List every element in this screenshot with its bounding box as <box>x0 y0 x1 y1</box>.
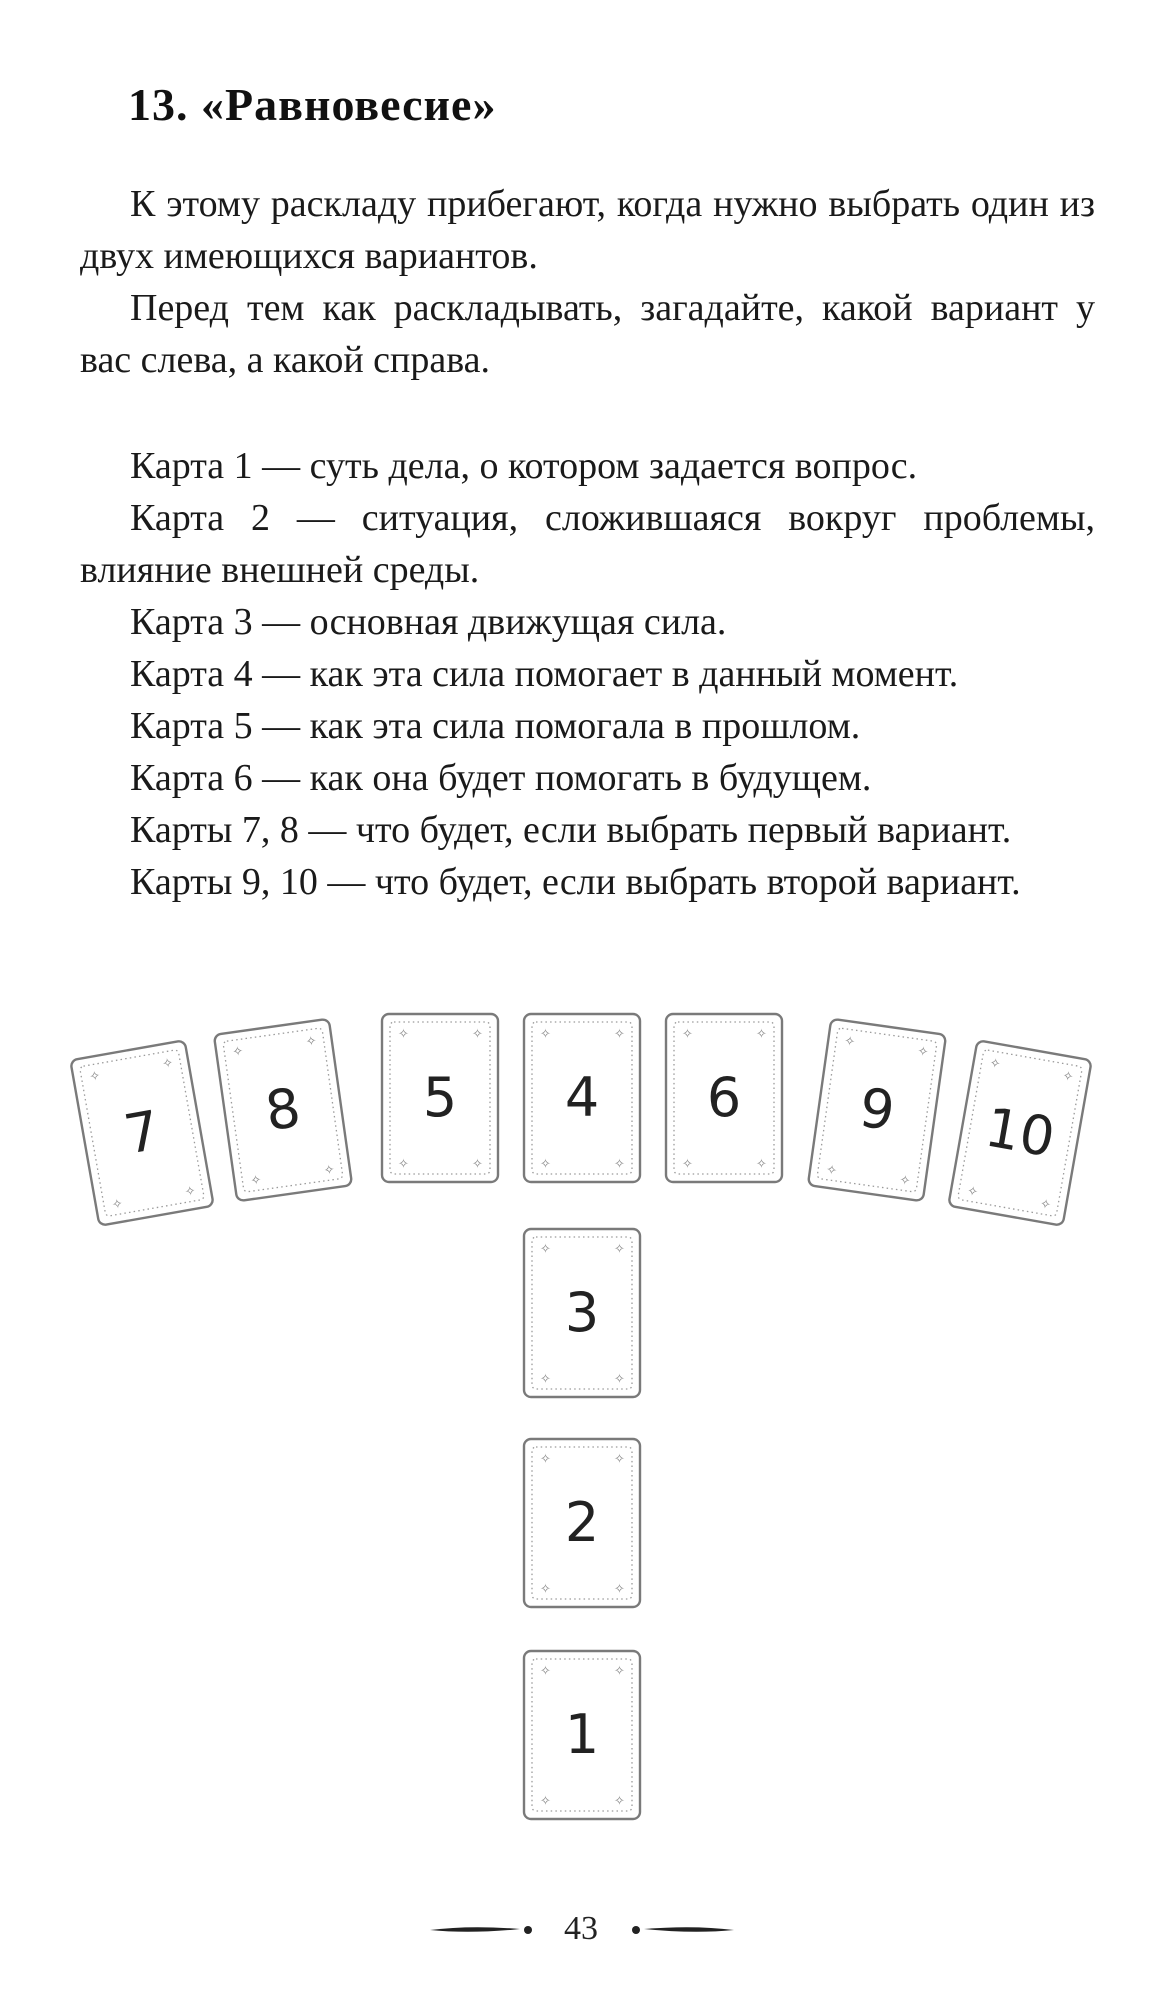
spread-diagram <box>0 990 1162 1870</box>
position-item: Карта 5 — как эта сила помогала в прошлом. <box>130 705 861 747</box>
card-corner-star-icon: ✧ <box>110 1196 125 1214</box>
card-corner-star-icon: ✧ <box>614 1157 625 1172</box>
card-7 <box>70 1040 213 1226</box>
page-number: 43 <box>564 1910 598 1947</box>
position-item: Карта 4 — как эта сила помогает в данный момент. <box>130 653 959 695</box>
card-number: 10 <box>980 1095 1060 1170</box>
card-number: 5 <box>422 1066 458 1129</box>
card-corner-star-icon: ✧ <box>540 1027 551 1042</box>
card-corner-star-icon: ✧ <box>88 1068 102 1086</box>
card-corner-star-icon: ✧ <box>540 1794 551 1809</box>
card-number: 2 <box>564 1491 600 1554</box>
page-footer <box>0 1908 1162 1958</box>
card-corner-star-icon: ✧ <box>540 1452 551 1467</box>
card-corner-star-icon: ✧ <box>843 1033 857 1051</box>
card-8 <box>214 1019 352 1202</box>
card-number: 3 <box>564 1281 600 1344</box>
card-corner-star-icon: ✧ <box>614 1372 625 1387</box>
card-number: 9 <box>855 1075 899 1144</box>
card-corner-star-icon: ✧ <box>682 1157 693 1172</box>
card-corner-star-icon: ✧ <box>756 1027 767 1042</box>
card-corner-star-icon: ✧ <box>540 1242 551 1257</box>
card-corner-star-icon: ✧ <box>472 1157 483 1172</box>
intro-paragraph-1 <box>80 178 1095 282</box>
card-corner-star-icon: ✧ <box>540 1664 551 1679</box>
card-corner-star-icon: ✧ <box>1038 1196 1053 1214</box>
card-corner-star-icon: ✧ <box>540 1372 551 1387</box>
card-corner-star-icon: ✧ <box>249 1172 263 1190</box>
position-item: Карта 2 — ситуация, сложившаяся вокруг проблемы, влияние внешней среды. <box>80 497 1095 591</box>
card-corner-star-icon: ✧ <box>614 1242 625 1257</box>
card-9 <box>808 1019 946 1202</box>
card-corner-star-icon: ✧ <box>825 1162 838 1179</box>
card-corner-star-icon: ✧ <box>916 1044 930 1061</box>
card-corner-star-icon: ✧ <box>614 1794 625 1809</box>
card-corner-star-icon: ✧ <box>231 1044 245 1061</box>
card-corner-star-icon: ✧ <box>898 1172 912 1190</box>
card-corner-star-icon: ✧ <box>183 1183 198 1201</box>
card-corner-star-icon: ✧ <box>682 1027 693 1042</box>
card-4 <box>524 1014 640 1182</box>
card-corner-star-icon: ✧ <box>988 1055 1002 1073</box>
position-item: Карты 7, 8 — что будет, если выбрать первый вариант. <box>130 809 1012 851</box>
card-number: 1 <box>564 1703 600 1766</box>
position-item: Карты 9, 10 — что будет, если выбрать второй вариант. <box>130 861 1021 903</box>
card-1 <box>524 1651 640 1819</box>
section-heading: 13. «Равновесие» <box>128 79 497 130</box>
card-corner-star-icon: ✧ <box>472 1027 483 1042</box>
card-corner-star-icon: ✧ <box>540 1157 551 1172</box>
card-corner-star-icon: ✧ <box>540 1582 551 1597</box>
card-positions-list <box>80 440 1095 908</box>
intro-paragraph-2 <box>80 282 1095 386</box>
position-item: Карта 6 — как она будет помогать в будущем. <box>130 757 872 799</box>
intro-text: Перед тем как раскладывать, загадайте, какой вариант у вас слева, а какой справа. <box>80 287 1095 381</box>
card-corner-star-icon: ✧ <box>322 1162 336 1179</box>
card-corner-star-icon: ✧ <box>614 1582 625 1597</box>
card-number: 7 <box>119 1098 165 1167</box>
card-corner-star-icon: ✧ <box>161 1055 175 1073</box>
card-number: 6 <box>706 1066 742 1129</box>
card-corner-star-icon: ✧ <box>965 1183 980 1201</box>
card-corner-star-icon: ✧ <box>614 1027 625 1042</box>
card-corner-star-icon: ✧ <box>756 1157 767 1172</box>
position-item: Карта 1 — суть дела, о котором задается вопрос. <box>130 445 918 487</box>
position-item: Карта 3 — основная движущая сила. <box>130 601 727 643</box>
card-6 <box>666 1014 782 1182</box>
card-corner-star-icon: ✧ <box>304 1033 318 1051</box>
card-corner-star-icon: ✧ <box>398 1027 409 1042</box>
card-10 <box>948 1040 1091 1226</box>
card-corner-star-icon: ✧ <box>614 1452 625 1467</box>
card-2 <box>524 1439 640 1607</box>
card-corner-star-icon: ✧ <box>614 1664 625 1679</box>
intro-text: К этому раскладу прибегают, когда нужно выбрать один из двух имеющихся вариантов. <box>80 183 1095 277</box>
card-corner-star-icon: ✧ <box>398 1157 409 1172</box>
card-number: 8 <box>261 1075 305 1144</box>
card-3 <box>524 1229 640 1397</box>
card-corner-star-icon: ✧ <box>1061 1068 1075 1086</box>
card-5 <box>382 1014 498 1182</box>
card-number: 4 <box>564 1066 600 1129</box>
